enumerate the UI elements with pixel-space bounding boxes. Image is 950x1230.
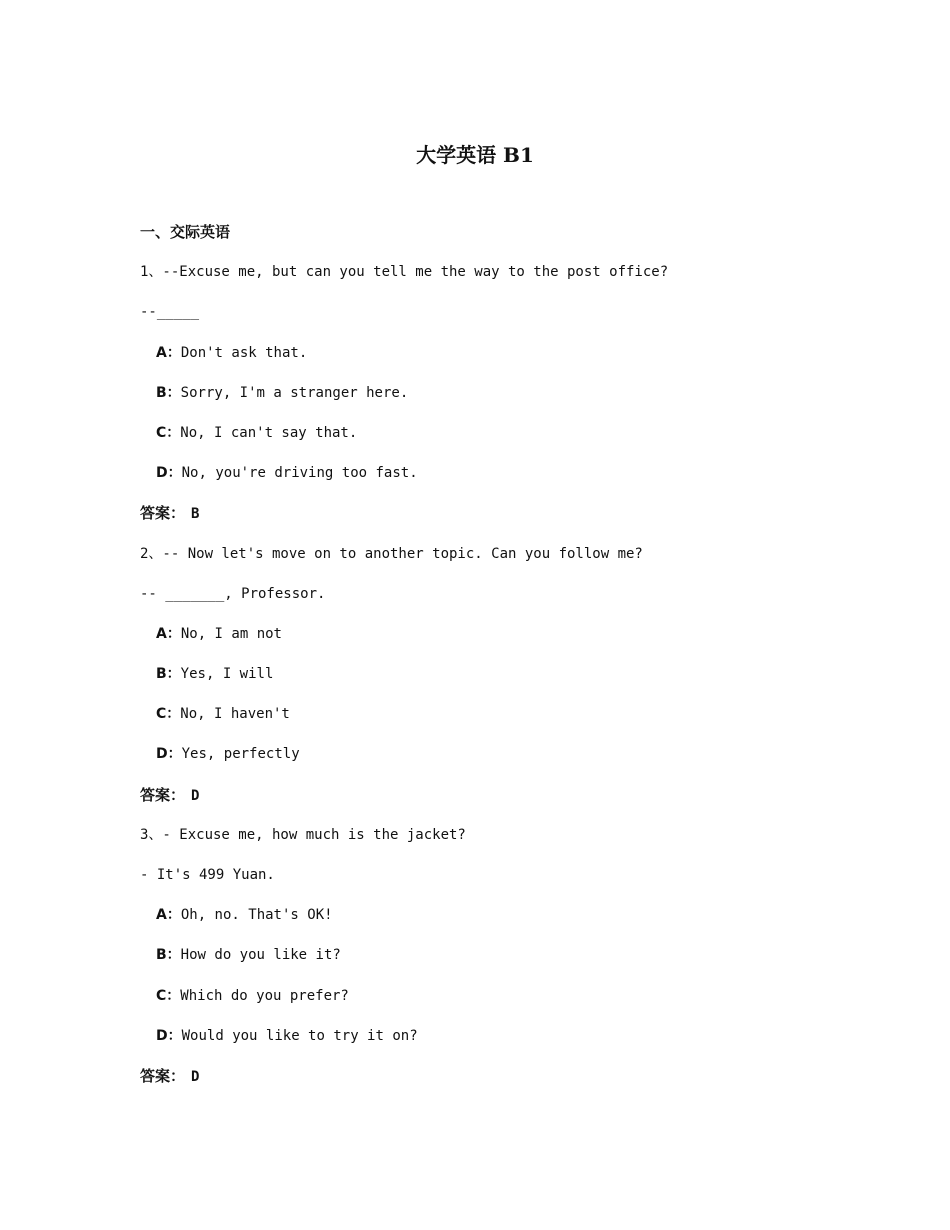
option-letter: D： — [156, 465, 182, 482]
question-2-answer — [140, 783, 840, 823]
question-1-option-b — [140, 381, 840, 421]
option-text: Would you like to try it on? — [181, 1027, 418, 1044]
option-letter: C： — [156, 706, 181, 723]
question-3-reply: - It's 499 Yuan. — [140, 867, 275, 883]
question-2-option-b — [140, 662, 840, 702]
option-letter: A： — [156, 344, 181, 361]
answer-label: 答案： — [140, 785, 186, 804]
option-letter: C： — [156, 424, 181, 441]
option-text: No, I haven't — [180, 706, 290, 723]
question-3-option-b — [140, 943, 840, 983]
question-1-option-d — [140, 461, 840, 501]
option-text: Sorry, I'm a stranger here. — [180, 384, 409, 401]
option-letter: A： — [156, 625, 181, 642]
question-3-answer — [140, 1064, 840, 1104]
question-1-reply: --_____ — [140, 304, 200, 321]
option-text: How do you like it? — [180, 947, 341, 964]
question-2-option-c — [140, 702, 840, 742]
answer-value: D — [191, 787, 200, 804]
option-text: No, you're driving too fast. — [181, 465, 418, 482]
section-title: 一、交际英语 — [140, 223, 231, 241]
question-1-option-a — [140, 341, 840, 381]
question-1-prompt: 1、--Excuse me, but can you tell me the way to the post office? — [140, 264, 669, 281]
question-1-option-c — [140, 421, 840, 461]
option-text: Oh, no. That's OK! — [180, 907, 333, 924]
option-text: No, I can't say that. — [180, 424, 358, 441]
option-letter: A： — [156, 907, 181, 924]
document-title: 大学英语 B1 — [416, 143, 534, 167]
option-letter: B： — [156, 947, 181, 964]
question-2-prompt: 2、-- Now let's move on to another topic. Can you follow me? — [140, 545, 643, 562]
question-3-option-a — [140, 903, 840, 943]
option-letter: B： — [156, 666, 181, 683]
option-letter: D： — [156, 1027, 182, 1044]
option-letter: B： — [156, 384, 181, 401]
document-content — [140, 220, 840, 1104]
answer-label: 答案： — [140, 1066, 186, 1085]
option-text: Which do you prefer? — [180, 987, 349, 1004]
question-1-answer — [140, 501, 840, 541]
question-2-option-d — [140, 742, 840, 782]
option-text: Yes, perfectly — [181, 746, 300, 763]
answer-label: 答案： — [140, 504, 186, 523]
option-text: No, I am not — [180, 625, 282, 642]
question-2-reply: -- _______, Professor. — [140, 585, 326, 602]
option-text: Yes, I will — [180, 666, 274, 683]
option-text: Don't ask that. — [180, 344, 308, 361]
question-2-option-a — [140, 622, 840, 662]
option-letter: D： — [156, 746, 182, 763]
question-3-prompt: 3、- Excuse me, how much is the jacket? — [140, 826, 466, 843]
question-3-option-d — [140, 1024, 840, 1064]
answer-value: D — [191, 1068, 200, 1085]
answer-value: B — [191, 506, 200, 523]
question-3-option-c — [140, 984, 840, 1024]
option-letter: C： — [156, 987, 181, 1004]
